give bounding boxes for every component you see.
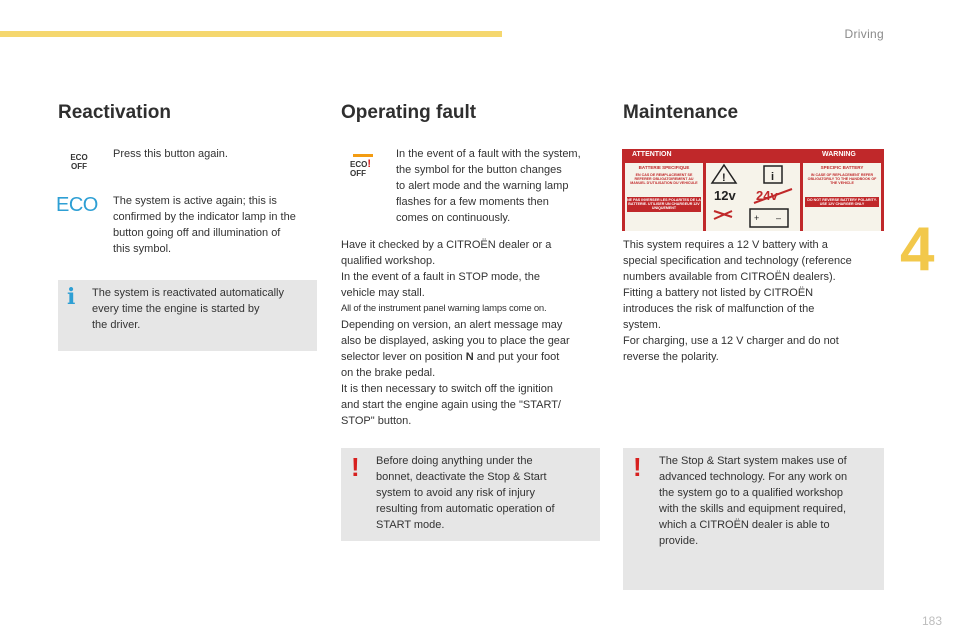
label-center-panel — [706, 163, 800, 231]
maintenance-body-text: This system requires a 12 V battery with a special specification and technology (reference numbers available from CITROËN dealers). Fitting a battery not listed by CITROËN introduces the risk of malfunction of the system. For charging, use a 12 V charger and do not reverse the polarity. — [623, 239, 852, 363]
svg-text:–: – — [776, 213, 782, 223]
svg-text:+: + — [754, 213, 760, 223]
warning-box-maintenance-text: The Stop & Start system makes use of advanced technology. For any work on the system go to a qualified workshop with the skills and equipment required, which a CITROËN dealer is able to provide. — [659, 455, 848, 547]
label-left-panel: BATTERIE SPECIFIQUE EN CAS DE REMPLACEMENT SE REFERER OBLIGATOIREMENT AU MANUEL D'UTILISATION DU VEHICULE NE PAS INVERSER LES POLARITES DE LA BATTERIE. UTILISER UN CHARGEUR 12V UNIQUEMENT — [625, 163, 703, 231]
svg-text:24v: 24v — [756, 188, 778, 203]
label-attention-text: ATTENTION — [632, 151, 672, 158]
battery-diagram-icon — [706, 163, 800, 231]
eco-off-fault-icon: ECO! OFF — [350, 154, 394, 178]
svg-text:12v: 12v — [714, 188, 736, 203]
battery-warning-label — [622, 149, 884, 231]
eco-indicator-icon: ECO — [56, 194, 98, 216]
svg-text:i: i — [771, 171, 775, 183]
press-button-text: Press this button again. — [113, 148, 228, 160]
section-header: Driving — [844, 27, 884, 41]
warning-box-fault-text: Before doing anything under the bonnet, deactivate the Stop & Start system to avoid any risk of injury resulting from automatic operation of START mode. — [376, 455, 555, 531]
warning-icon: ! — [633, 452, 642, 482]
info-box-text: The system is reactivated automatically every time the engine is started by the driver. — [92, 287, 284, 331]
label-right-panel: SPECIFIC BATTERY IN CASE OF REPLACEMENT REFER OBLIGATORILY TO THE HANDBOOK OF THE VEHICLE DO NOT REVERSE BATTERY POLARITY. USE 12V CHARGER ONLY — [803, 163, 881, 231]
top-accent-bar — [0, 31, 502, 37]
system-active-text: The system is active again; this is confirmed by the indicator lamp in the button going off and illumination of this symbol. — [113, 195, 296, 255]
info-icon: i — [67, 284, 76, 310]
maintenance-title: Maintenance — [623, 102, 739, 123]
reactivation-title: Reactivation — [58, 102, 171, 123]
warning-icon: ! — [351, 452, 360, 482]
operating-fault-title: Operating fault — [341, 102, 477, 123]
label-warning-text: WARNING — [822, 151, 856, 158]
eco-off-button-icon: ECO OFF — [70, 153, 88, 171]
svg-text:!: ! — [722, 172, 726, 184]
fault-intro-text: In the event of a fault with the system, the symbol for the button changes to alert mode and the warning lamp flashes for a few moments then comes on continuously. — [396, 148, 581, 224]
page-number: 183 — [921, 614, 942, 628]
chapter-number: 4 — [900, 215, 935, 284]
fault-body-text: Have it checked by a CITROËN dealer or a qualified workshop. In the event of a fault in STOP mode, the vehicle may stall. All of the instrument panel warning lamps come on. Depending on version, an alert message may also be displayed, asking you to place the gear selector lever on position N and put your foot on the brake pedal. It is then necessary to switch off the ignition and start the engine again using the "START/ STOP" button. — [341, 239, 570, 427]
